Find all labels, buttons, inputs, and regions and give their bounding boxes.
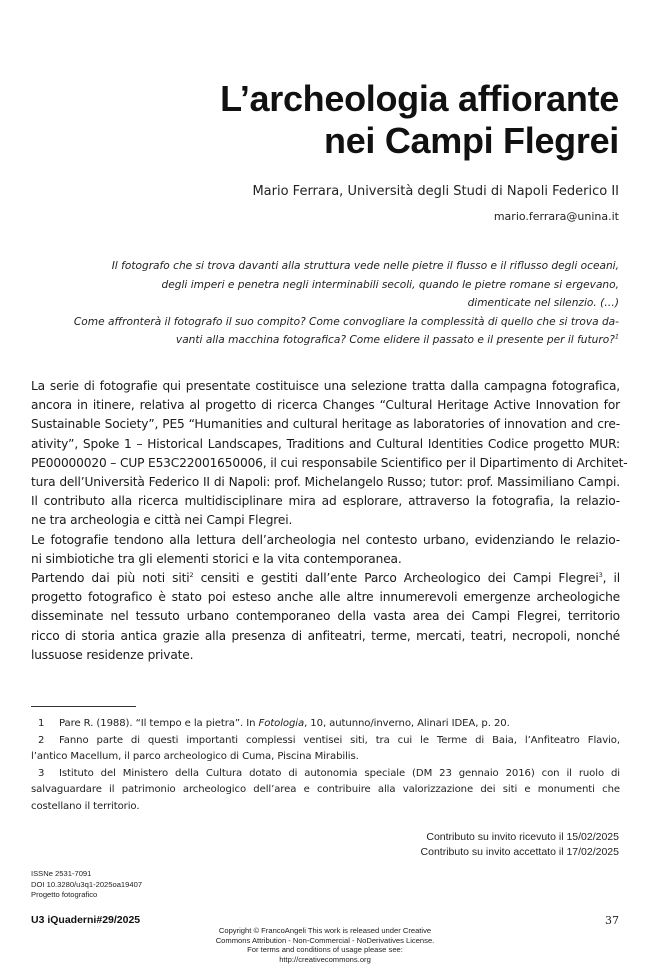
footnote-number: 1 bbox=[38, 718, 45, 729]
journal-name: U3 iQuaderni#29/2025 bbox=[31, 914, 141, 926]
epigraph-line: Come affronterà il fotografo il suo compito? Come convogliare la complessità di quello che si trova da- bbox=[73, 315, 619, 328]
publication-meta bbox=[31, 869, 281, 901]
footnote-2 bbox=[31, 733, 620, 750]
footnote-text: , 10, autunno/inverno, Alinari IDEA, p. 20. bbox=[304, 718, 510, 729]
footnote-number: 2 bbox=[38, 734, 45, 746]
footnote-3-cont: costellano il territorio. bbox=[31, 800, 140, 812]
epigraph-line: degli imperi e penetra negli interminabili secoli, quando le pietre romane si ergevano, bbox=[161, 278, 619, 291]
author-affiliation: Mario Ferrara, Università degli Studi di Napoli Federico II bbox=[252, 184, 619, 199]
footnote-1 bbox=[31, 716, 620, 733]
body-line: lussuose residenze private. bbox=[31, 647, 194, 662]
title-line-1: L’archeologia affiorante bbox=[220, 78, 619, 119]
page-number: 37 bbox=[605, 914, 619, 927]
copyright-link[interactable]: http://creativecommons.org bbox=[279, 954, 371, 964]
footnote-divider bbox=[31, 706, 136, 707]
body-line: ativity”, Spoke 1 – Historical Landscapes, Traditions and Cultural Identities Codice progetto MUR: bbox=[31, 436, 620, 451]
copyright-line: Commons Attribution - Non-Commercial - NoDerivatives License. bbox=[215, 935, 435, 945]
footnote-ref[interactable]: 2 bbox=[189, 570, 194, 579]
footnotes bbox=[31, 716, 620, 815]
title-line-2: nei Campi Flegrei bbox=[324, 120, 619, 161]
footnote-italic: Fotologia bbox=[258, 718, 305, 729]
paragraph-2 bbox=[31, 531, 620, 569]
copyright-notice bbox=[175, 926, 475, 964]
issn: ISSNe 2531-7091 bbox=[31, 869, 92, 878]
body-line: disseminate nel tessuto urbano contemporaneo della vasta area dei Campi Flegrei, territorio bbox=[31, 609, 620, 624]
body-line: Le fotografie tendono alla lettura dell’archeologia nel contesto urbano, evidenziando le relazio- bbox=[31, 532, 620, 547]
footnote-text: Fanno parte di questi importanti complessi ventisei siti, tra cui le Terme di Baia, l’Anfiteatro Flavio, bbox=[59, 734, 620, 746]
body-line: ni simbiotiche tra gli elementi storici e la vita contemporanea. bbox=[31, 551, 402, 566]
section-label: Progetto fotografico bbox=[31, 890, 98, 900]
body-text-run: Partendo dai più noti siti bbox=[31, 571, 190, 586]
doi[interactable]: DOI 10.3280/u3q1-2025oa19407 bbox=[31, 879, 143, 889]
body-line: progetto fotografico è stato poi esteso anche alle altre innumerevoli emergenze archeologiche bbox=[31, 590, 620, 605]
body-line: Il contributo alla ricerca multidisciplinare mira ad esplorare, attraverso la fotografia, la relazio- bbox=[31, 494, 620, 509]
epigraph-line: Il fotografo che si trova davanti alla struttura vede nelle pietre il flusso e il riflusso degli oceani, bbox=[111, 260, 619, 272]
body-line: ne tra archeologia e città nei Campi Flegrei. bbox=[31, 513, 293, 528]
body-line: PE00000020 – CUP E53C22001650006, il cui responsabile Scientifico per il Dipartimento di Architet- bbox=[31, 455, 628, 470]
footnote-3 bbox=[31, 766, 620, 783]
paragraph-3 bbox=[31, 569, 620, 665]
body-text-run: censiti e gestiti dall’ente Parco Archeologico dei Campi Flegrei bbox=[193, 571, 599, 586]
copyright-line: For terms and conditions of usage please see: bbox=[247, 945, 403, 955]
footnote-ref[interactable]: 3 bbox=[598, 570, 603, 579]
body-text bbox=[31, 377, 628, 665]
body-line: ancora in itinere, relativa al progetto di ricerca Changes “Cultural Heritage Active Innovation for bbox=[31, 398, 620, 413]
body-line: ricco di storia antica grazie alla presenza di anfiteatri, terme, mercati, teatri, necropoli, nonché bbox=[31, 628, 620, 643]
footnote-2-cont: l’antico Macellum, il parco archeologico di Cuma, Piscina Mirabilis. bbox=[31, 751, 359, 762]
article-title bbox=[59, 78, 619, 162]
body-line: Sustainable Society”, PE5 “Humanities and cultural heritage as laboratories of innovation and cre- bbox=[31, 417, 620, 432]
received-date: Contributo su invito ricevuto il 15/02/2025 bbox=[426, 831, 619, 843]
body-line: tura dell’Università Federico II di Napoli: prof. Michelangelo Russo; tutor: prof. Massimiliano Campi. bbox=[31, 475, 620, 490]
body-line: La serie di fotografie qui presentate costituisce una selezione tratta dalla campagna fotografica, bbox=[31, 379, 620, 393]
copyright-line: Copyright © FrancoAngeli This work is released under Creative bbox=[218, 926, 432, 935]
epigraph-line: dimenticate nel silenzio. (…) bbox=[467, 297, 619, 309]
epigraph-text: vanti alla macchina fotografica? Come elidere il passato e il presente per il futuro? bbox=[175, 334, 615, 346]
footnote-number: 3 bbox=[38, 767, 45, 779]
footnote-3-cont: salvaguardare il patrimonio archeologico dell’area e contribuire alla valorizzazione dei siti e monumenti che bbox=[31, 784, 620, 795]
footnote-text: Istituto del Ministero della Cultura dotato di autonomia speciale (DM 23 gennaio 2016) con il ruolo di bbox=[59, 767, 620, 779]
accepted-date: Contributo su invito accettato il 17/02/2025 bbox=[420, 846, 619, 858]
paragraph-1 bbox=[31, 377, 628, 531]
epigraph-quote bbox=[39, 257, 619, 350]
footnote-text: Pare R. (1988). “Il tempo e la pietra”. In bbox=[59, 718, 259, 729]
author-email[interactable]: mario.ferrara@unina.it bbox=[493, 210, 619, 223]
body-line-with-refs bbox=[31, 569, 620, 588]
epigraph-line-last bbox=[39, 331, 619, 350]
body-text-run: , il bbox=[602, 571, 620, 586]
submission-dates bbox=[219, 830, 619, 860]
footnote-ref[interactable]: 1 bbox=[614, 332, 619, 341]
